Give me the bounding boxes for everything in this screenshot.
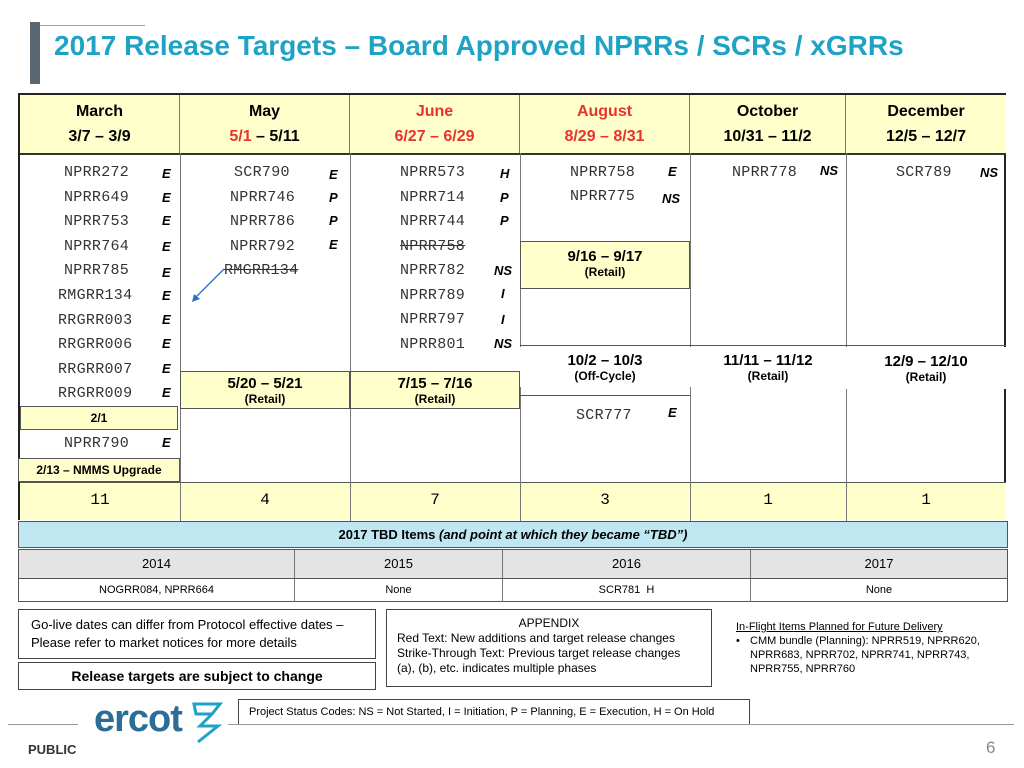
status-code: E [329,237,338,252]
month-label: August [576,103,633,120]
box-dates: 12/9 – 12/10 [884,353,968,370]
status-code: P [329,213,338,228]
tbd-value-2015: None [295,579,503,602]
item-id: NPRR746 [230,189,296,206]
header-december [846,95,1006,153]
tbd-title: 2017 TBD Items [338,527,436,542]
status-code: E [162,312,171,327]
status-code: NS [980,165,999,180]
footer-line-left [8,724,78,725]
month-label: June [415,103,454,120]
appendix-line: (a), (b), etc. indicates multiple phases [397,661,597,675]
item-id: NPRR573 [400,164,466,181]
col-divider [520,153,521,521]
inflight-title: In-Flight Items Planned for Future Delivery [736,621,943,633]
offcycle-bottom-line [520,395,690,396]
item-id: NPRR786 [230,213,296,230]
appendix-box [386,609,712,687]
status-code: P [500,190,509,205]
may-retail-box [180,371,350,409]
month-label: December [887,103,965,120]
title-accent-bar [30,22,40,84]
tbd-header [18,521,1008,548]
box-dates: 5/20 – 5/21 [227,375,303,392]
item-id: RMGRR134 [58,287,133,304]
month-label: October [736,103,799,120]
item-id: SCR790 [234,164,290,181]
item-id-struck: RMGRR134 [224,262,299,279]
item-id: NPRR801 [400,336,466,353]
status-code: E [162,265,171,280]
item-id: NPRR758 [570,164,636,181]
status-code: H [500,166,510,181]
status-code: E [329,167,338,182]
item-id: NPRR789 [400,287,466,304]
date-range: 8/29 – 8/31 [564,128,645,145]
status-code: I [501,286,505,301]
date-range-red: 5/1 [229,128,252,145]
tbd-subtitle: (and point at which they became “TBD”) [438,527,688,542]
status-code: NS [662,191,681,206]
tbd-year-2015: 2015 [295,550,503,578]
inflight-box [736,620,1006,676]
item-id: NPRR272 [64,164,130,181]
inflight-item [736,634,1006,676]
march-date-box-2-1: 2/1 [20,406,178,430]
tbd-year-2014: 2014 [19,550,295,578]
status-code: E [162,190,171,205]
col-divider [350,153,351,521]
october-retail-box [690,347,846,387]
item-id: SCR789 [896,164,952,181]
page-title: 2017 Release Targets – Board Approved NPRRs / SCRs / xGRRs [54,30,904,61]
status-code: E [668,164,677,179]
item-id: NPRR797 [400,311,466,328]
tbd-value-2014: NOGRR084, NPRR664 [19,579,295,602]
status-codes-legend: Project Status Codes: NS = Not Started, I = Initiation, P = Planning, E = Execution, H = On Hold [238,699,750,725]
col-divider [180,153,181,521]
header-divider [20,153,1006,155]
status-code: E [162,213,171,228]
appendix-title: APPENDIX [518,616,580,630]
count-june: 7 [430,491,440,509]
status-code: E [162,361,171,376]
box-label: (Retail) [905,370,947,384]
box-dates: 7/15 – 7/16 [397,375,473,392]
date-range [180,124,349,149]
box-label: (Off-Cycle) [574,369,636,383]
col-divider [690,153,691,521]
status-code: E [162,166,171,181]
tbd-table [18,549,1008,602]
item-id: SCR777 [576,407,632,424]
status-code: E [162,336,171,351]
header-june [350,95,520,153]
tbd-year-2016: 2016 [503,550,751,578]
item-id: NPRR775 [570,188,636,205]
status-code: E [162,385,171,400]
item-id: NPRR744 [400,213,466,230]
box-label: (Retail) [244,392,286,406]
status-code: E [162,288,171,303]
status-code: E [668,405,677,420]
date-range: 3/7 – 3/9 [68,128,131,145]
status-code: P [329,190,338,205]
move-arrow-icon [188,265,228,305]
item-id: NPRR764 [64,238,130,255]
box-dates: 10/2 – 10/3 [567,352,643,369]
month-label: March [75,103,124,120]
status-code: P [500,213,509,228]
offcycle-divider [520,345,1006,346]
box-label: (Retail) [584,265,626,279]
item-id: NPRR753 [64,213,130,230]
footer-line-right [228,724,1014,725]
tbd-value-2017: None [865,584,893,596]
count-august: 3 [600,491,610,509]
date-range-rest: – 5/11 [251,128,300,145]
release-targets-table [18,93,1006,520]
box-dates: 11/11 – 11/12 [723,352,813,369]
status-code: E [162,435,171,450]
status-code: NS [820,163,839,178]
item-id-struck: NPRR758 [400,238,466,255]
ercot-logo: ercot [94,698,182,740]
item-id: RRGRR003 [58,312,133,329]
header-may [180,95,350,153]
date-range: 12/5 – 12/7 [885,128,967,145]
box-label: (Retail) [414,392,456,406]
golive-note: Go-live dates can differ from Protocol effective dates – Please refer to market notices for more details [18,609,376,659]
appendix-line: Strike-Through Text: Previous target release changes [397,646,681,660]
tbd-value-2016: SCR781 H [503,579,751,602]
item-id: RRGRR006 [58,336,133,353]
page-number: 6 [986,738,996,757]
status-code: I [501,312,505,327]
status-code: E [162,239,171,254]
header-october [690,95,846,153]
date-range: 10/31 – 11/2 [723,128,812,145]
december-retail-box [846,347,1006,389]
appendix-line: Red Text: New additions and target release changes [397,631,675,645]
march-nmms-upgrade-box: 2/13 – NMMS Upgrade [18,458,180,482]
title-divider [30,25,145,26]
item-id: RRGRR009 [58,385,133,402]
item-id: NPRR792 [230,238,296,255]
header-march [20,95,180,153]
col-divider [846,153,847,521]
count-may: 4 [260,491,270,509]
august-retail-box [520,241,690,289]
item-id: NPRR778 [732,164,798,181]
item-id: RRGRR007 [58,361,133,378]
ercot-bolt-icon [186,700,228,746]
tbd-year-2017: 2017 [864,556,894,571]
item-id: NPRR785 [64,262,130,279]
date-range: 6/27 – 6/29 [394,128,475,145]
public-label: PUBLIC [28,742,77,757]
bullet-icon: • [736,635,740,647]
count-december: 1 [921,491,931,509]
item-id: NPRR714 [400,189,466,206]
box-label: (Retail) [747,369,789,383]
box-dates: 9/16 – 9/17 [567,248,643,265]
item-id: NPRR649 [64,189,130,206]
inflight-text: CMM bundle (Planning): NPRR519, NPRR620, NPRR683, NPRR702, NPRR741, NPRR743, NPRR755, NPRR760 [750,635,980,675]
month-label: May [248,103,281,120]
count-divider [20,482,1006,483]
june-retail-box [350,371,520,409]
item-id: NPRR790 [64,435,130,452]
count-october: 1 [763,491,773,509]
count-march: 11 [90,491,110,509]
august-offcycle-box [520,347,690,387]
release-subject-note: Release targets are subject to change [18,662,376,690]
header-august [520,95,690,153]
item-id: NPRR782 [400,262,466,279]
status-code: NS [494,336,513,351]
status-code: NS [494,263,513,278]
